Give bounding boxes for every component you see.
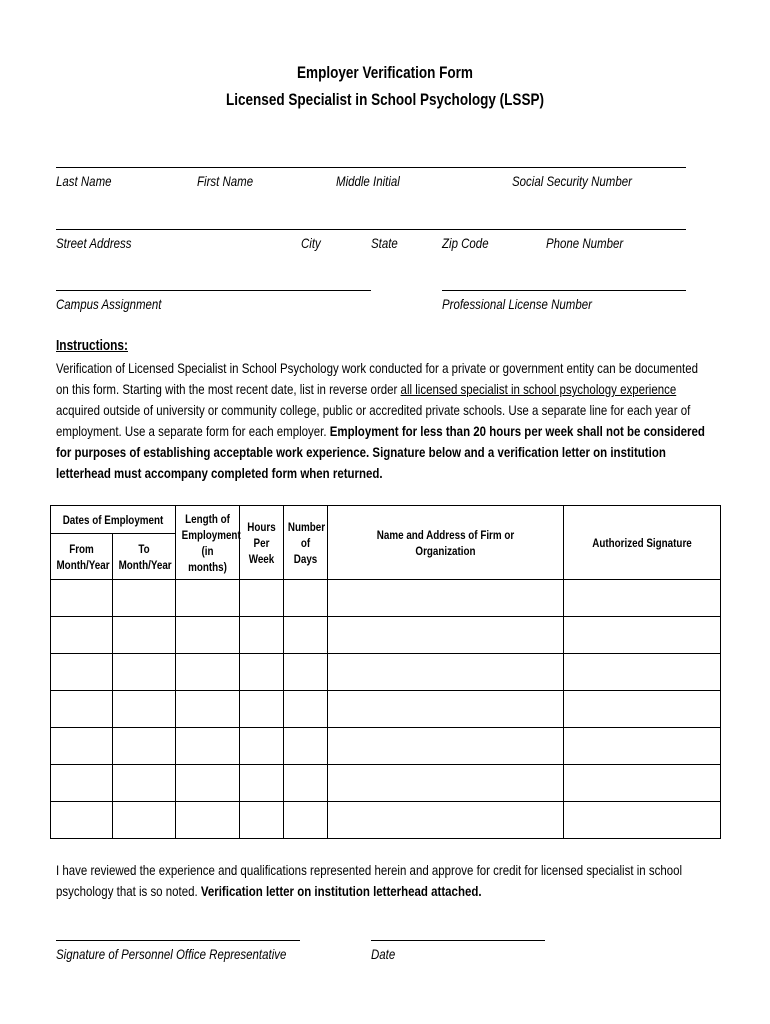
- signature-line[interactable]: [56, 940, 300, 941]
- middle-initial-label: Middle Initial: [336, 173, 400, 189]
- date-label: Date: [371, 946, 396, 962]
- last-name-label: Last Name: [56, 173, 112, 189]
- table-row: [51, 802, 721, 839]
- form-title: Employer Verification Form: [297, 64, 473, 82]
- table-row: [51, 580, 721, 617]
- ssn-label: Social Security Number: [512, 173, 632, 189]
- certification-bold: Verification letter on institution letterhead attached.: [200, 883, 482, 899]
- name-line[interactable]: [56, 167, 686, 168]
- street-address-label: Street Address: [56, 235, 132, 251]
- signature-label: Signature of Personnel Office Representative: [56, 946, 287, 962]
- table-header-row: [51, 506, 721, 534]
- instructions-heading: Instructions:: [56, 338, 129, 354]
- hours-per-week-header: Hours Per Week: [240, 506, 284, 580]
- state-label: State: [371, 235, 398, 251]
- table-row: [51, 765, 721, 802]
- campus-assignment-label: Campus Assignment: [56, 296, 162, 312]
- to-month-year-header: To Month/Year: [113, 534, 176, 580]
- table-row: [51, 617, 721, 654]
- firm-name-address-header: Name and Address of Firm or Organization: [328, 506, 564, 580]
- date-line[interactable]: [371, 940, 545, 941]
- instructions-part-1: Verification of Licensed Specialist in School Psychology work conducted for a private or government entity can be documented on this form. Starting with the most recent date, list in reverse order: [56, 360, 698, 397]
- authorized-signature-header: Authorized Signature: [564, 506, 721, 580]
- certification-text: I have reviewed the experience and qualifications represented herein and approve for credit for licensed specialist in school psychology that is so noted.: [56, 862, 683, 899]
- table-row: [51, 728, 721, 765]
- first-name-label: First Name: [197, 173, 254, 189]
- from-month-year-header: From Month/Year: [51, 534, 113, 580]
- certification-statement: [56, 860, 737, 902]
- campus-line[interactable]: [56, 290, 371, 291]
- zip-code-label: Zip Code: [442, 235, 489, 251]
- table-row: [51, 654, 721, 691]
- instructions-underlined: all licensed specialist in school psychology experience: [400, 381, 677, 397]
- form-subtitle: Licensed Specialist in School Psychology (LSSP): [225, 91, 545, 109]
- employment-table: [50, 505, 721, 839]
- dates-of-employment-header: Dates of Employment: [51, 506, 176, 534]
- instructions-text: [56, 358, 705, 484]
- phone-number-label: Phone Number: [546, 235, 624, 251]
- license-line[interactable]: [442, 290, 686, 291]
- address-line[interactable]: [56, 229, 686, 230]
- table-row: [51, 691, 721, 728]
- number-of-days-header: Number of Days: [284, 506, 328, 580]
- instructions-bold: Employment for less than 20 hours per week shall not be considered for purposes of establishing acceptable work experience. Signature below and a verification letter on institution letterhead must accompany completed form when returned.: [56, 423, 705, 481]
- license-number-label: Professional License Number: [442, 296, 592, 312]
- instructions-part-2: acquired outside of university or community college, public or accredited private schools. Use a separate line for each year of employment. Use a separate form for each employer.: [56, 402, 691, 439]
- city-label: City: [301, 235, 321, 251]
- length-of-employment-header: Length of Employment (in months): [176, 506, 240, 580]
